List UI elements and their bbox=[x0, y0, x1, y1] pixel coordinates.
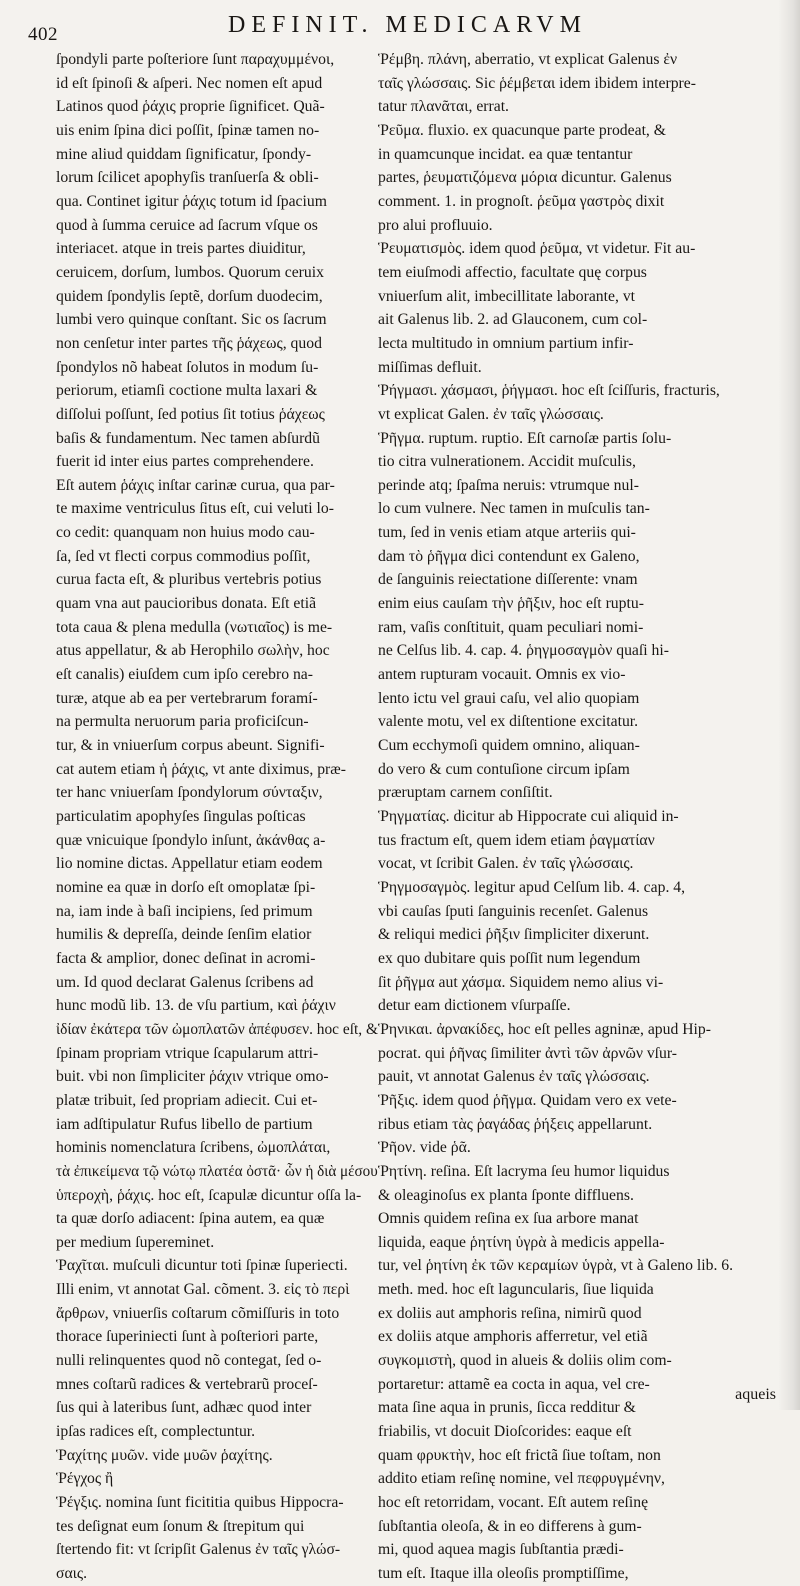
text-line: mata ſine aqua in prunis, ſicca redditur & bbox=[378, 1399, 636, 1417]
text-line: Ῥηγματίας. dicitur ab Hippocrate cui aliquid in- bbox=[378, 808, 679, 825]
text-line: ſa, ſed vt flecti corpus commodius poſſit, bbox=[56, 547, 311, 565]
text-line: thorace ſuperiniecti ſunt à poſteriori parte, bbox=[56, 1328, 319, 1346]
text-line: buit. vbi non ſimpliciter ῥάχιν vtrique omo- bbox=[56, 1068, 329, 1086]
text-line: tio citra vulnerationem. Accidit muſculis, bbox=[378, 453, 636, 471]
text-line: vt explicat Galen. ἐν ταῖς γλώσσαις. bbox=[378, 405, 604, 423]
text-line: tem eiuſmodi affectio, facultate quę corpus bbox=[378, 263, 647, 281]
text-line: te maxime ventriculus ſitus eſt, cui veluti lo- bbox=[56, 500, 334, 518]
text-line: cat autem etiam ἡ ῥάχις, vt ante diximus, præ- bbox=[56, 760, 346, 778]
text-line: diſſolui poſſunt, ſed potius ſit totius ῥάχεως bbox=[56, 405, 325, 423]
text-line: pocrat. qui ῥῆνας ſimiliter ἀντὶ τῶν ἀρνῶν vſur- bbox=[378, 1044, 678, 1062]
text-line: um. Id quod declarat Galenus ſcribens ad bbox=[56, 973, 314, 991]
text-line: ſus qui à lateribus ſunt, adhæc quod inter bbox=[56, 1399, 312, 1417]
text-line: lecta multitudo in omnium partium infir- bbox=[378, 334, 634, 352]
text-line: valente motu, vel ex diſtentione excitatur. bbox=[378, 713, 639, 731]
text-line: Ῥηνικαι. ἀρνακίδες, hoc eſt pelles agninæ, apud Hip- bbox=[378, 1020, 711, 1038]
catchword: aqueis bbox=[735, 1386, 776, 1403]
text-line: quæ vnicuique ſpondylo inſunt, ἀκάνθας a- bbox=[56, 831, 326, 849]
text-line: atus appellatur, & ab Herophilo σωλὴν, hoc bbox=[56, 642, 330, 660]
text-line: Eſt autem ῥάχις inſtar carinæ curua, qua par- bbox=[56, 476, 335, 494]
text-line: ribus etiam τὰς ῥαγάδας ῥήξεις appellarunt. bbox=[378, 1115, 653, 1133]
text-line: vniuerſum alit, imbecillitate laborante, vt bbox=[378, 287, 636, 305]
text-line: lorum ſcilicet apophyſis tranſuerſa & obli- bbox=[56, 169, 319, 187]
text-line: vocat, vt ſcribit Galen. ἐν ταῖς γλώσσαις. bbox=[378, 855, 634, 873]
text-line: lento ictu vel graui caſu, vel alio quopiam bbox=[378, 689, 640, 707]
text-line: miſſimas defluit. bbox=[378, 358, 482, 376]
text-line: Ῥέμβη. πλάνη, aberratio, vt explicat Galenus ἐν bbox=[378, 51, 678, 68]
text-line: tum, ſed in venis etiam atque arteriis qui- bbox=[378, 524, 636, 542]
text-line: portaretur: attamẽ ea cocta in aqua, vel cre- bbox=[378, 1375, 650, 1393]
text-line: tur, & in vniuerſum corpus abeunt. Signifi- bbox=[56, 737, 325, 755]
text-line: dam τὸ ῥῆγμα dici contendunt ex Galeno, bbox=[378, 547, 640, 565]
text-line: lo cum vulnere. Nec tamen in muſculis tan- bbox=[378, 500, 650, 518]
text-line: hoc eſt retorridam, vocant. Eſt autem reſinę bbox=[378, 1494, 649, 1512]
text-line: τὰ ἐπικείμενα τῷ νώτῳ πλατέα ὀστᾶ· ὧν ἡ διὰ μέσου bbox=[56, 1162, 378, 1180]
text-line: Ῥευματισμὸς. idem quod ῥεῦμα, vt videtur. Fit au- bbox=[378, 240, 696, 258]
text-line: ram, vaſis conſtituit, quam peculiari nomi- bbox=[378, 618, 644, 636]
text-line: σαις. bbox=[56, 1565, 88, 1582]
text-line: ſpinam propriam vtrique ſcapularum attri- bbox=[56, 1044, 319, 1062]
text-line: pauit, vt annotat Galenus ἐν ταῖς γλώσσαις. bbox=[378, 1068, 650, 1086]
text-line: antem rupturam vocauit. Omnis ex vio- bbox=[378, 666, 626, 684]
text-line: mi, quod aquea magis ſubſtantia prædi- bbox=[378, 1541, 624, 1559]
text-line: quod à ſumma ceruice ad ſacrum vſque os bbox=[56, 216, 318, 234]
text-line: quam vna aut paucioribus donata. Eſt etiã bbox=[56, 595, 317, 613]
text-line: pro alui profluuio. bbox=[378, 216, 493, 234]
text-line: co cedit: quanquam non huius modo cau- bbox=[56, 524, 315, 542]
right-column bbox=[378, 48, 783, 1586]
text-line: tes deſignat eum ſonum & ſtrepitum qui bbox=[56, 1517, 305, 1535]
text-line: na, iam inde à baſi incipiens, ſed primum bbox=[56, 902, 313, 920]
left-column bbox=[56, 48, 378, 1586]
text-line: nomine ea quæ in dorſo eſt omoplatæ ſpi- bbox=[56, 878, 316, 896]
text-line: in quamcunque incidat. ea quæ tentantur bbox=[378, 145, 633, 163]
text-line: do vero & cum contuſione circum ipſam bbox=[378, 760, 630, 778]
text-line: hunc modũ lib. 13. de vſu partium, καὶ ῥάχιν bbox=[56, 997, 336, 1015]
text-line: Ῥητίνη. reſina. Eſt lacryma ſeu humor liquidus bbox=[378, 1162, 670, 1180]
text-line: Ῥηγμοσαγμὸς. legitur apud Celſum lib. 4. cap. 4, bbox=[378, 878, 686, 896]
text-line: ex doliis aut amphoris reſina, nimirũ quod bbox=[378, 1304, 642, 1322]
text-line: id eſt ſpinoſi & aſperi. Nec nomen eſt apud bbox=[56, 74, 323, 92]
text-line: liquida, eaque ῥητίνη ὑγρὰ à medicis appella- bbox=[378, 1233, 665, 1251]
text-line: uis enim ſpina dici poſſit, ſpinæ tamen no- bbox=[56, 121, 320, 139]
text-line: συγκομιστὴ, quod in alueis & doliis olim com- bbox=[378, 1352, 672, 1370]
text-line: enim eius cauſam τὴν ῥῆξιν, hoc eſt ruptu- bbox=[378, 595, 644, 613]
text-line: addito etiam reſinę nomine, vel πεφρυγμένην, bbox=[378, 1470, 665, 1488]
text-line: ὑπεροχὴ, ῥάχις. hoc eſt, ſcapulæ dicuntur oſſa la- bbox=[56, 1186, 362, 1204]
text-line: ſtertendo fit: vt ſcripſit Galenus ἐν ταῖς γλώσ- bbox=[56, 1541, 341, 1559]
text-line: ipſas radices eſt, complectuntur. bbox=[56, 1423, 256, 1441]
text-line: fuerit id inter eius partes comprehendere. bbox=[56, 453, 314, 471]
text-line: ait Galenus lib. 2. ad Glauconem, cum col- bbox=[378, 311, 648, 329]
text-line: meth. med. hoc eſt laguncularis, ſiue liquida bbox=[378, 1281, 654, 1299]
text-line: Ῥαχῖται. muſculi dicuntur toti ſpinæ ſuperiecti. bbox=[56, 1257, 348, 1275]
text-line: mnes coſtarũ radices & vertebrarũ proceſ- bbox=[56, 1375, 318, 1393]
text-line: na permulta neruorum paria proficiſcun- bbox=[56, 713, 309, 731]
text-line: Ῥέγχος ἢ bbox=[56, 1470, 114, 1488]
text-line: partes, ῥευματιζόμενα μόρια dicuntur. Galenus bbox=[378, 169, 672, 187]
text-line: Omnis quidem reſina ex ſua arbore manat bbox=[378, 1210, 639, 1228]
text-line: tum eſt. Itaque illa oleoſis promptiſſime, bbox=[378, 1565, 629, 1582]
text-line: ex doliis atque amphoris afferretur, vel etiã bbox=[378, 1328, 648, 1346]
text-line: Ῥῆον. vide ῥᾶ. bbox=[378, 1139, 471, 1157]
text-line: ter hanc vniuerſam ſpondylorum σύνταξιν, bbox=[56, 784, 323, 802]
text-line: nulli relinquentes quod nõ contegat, ſed o- bbox=[56, 1352, 322, 1370]
text-line: facta & amplior, donec deſinat in acromi- bbox=[56, 949, 316, 967]
text-line: humilis & depreſſa, deinde ſenſim elatior bbox=[56, 926, 312, 944]
text-line: lumbi vero quinque conſtant. Sic os ſacrum bbox=[56, 311, 327, 329]
text-line: ta quæ dorſo adiacent: ſpina autem, ea quæ bbox=[56, 1210, 325, 1228]
text-line: ceruicem, dorſum, lumbos. Quorum ceruix bbox=[56, 263, 324, 281]
text-line: tatur πλανᾶται, errat. bbox=[378, 98, 509, 116]
text-line: ex quo dubitare quis poſſit num legendum bbox=[378, 949, 641, 967]
text-line: ſit ῥῆγμα aut χάσμα. Siquidem nemo alius vi- bbox=[378, 973, 664, 991]
text-line: Ῥαχίτης μυῶν. vide μυῶν ῥαχίτης. bbox=[56, 1446, 273, 1464]
text-line: per medium ſupereminet. bbox=[56, 1233, 215, 1251]
text-line: ſpondyli parte poſteriore ſunt παραχυμμένοι, bbox=[56, 51, 335, 68]
text-line: vbi cauſas ſputi ſanguinis recenſet. Galenus bbox=[378, 902, 649, 920]
text-line: ne Celſus lib. 4. cap. 4. ῥηγμοσαγμὸν quaſi hi- bbox=[378, 642, 669, 660]
text-line: Latinos quod ῥάχις proprie ſignificet. Quã- bbox=[56, 98, 325, 116]
text-line: tota caua & plena medulla (νωτιαῖος) is me- bbox=[56, 618, 333, 636]
text-line: hominis nomenclatura ſcribens, ὠμοπλάται, bbox=[56, 1139, 331, 1157]
text-line: baſis & fundamentum. Nec tamen abſurdũ bbox=[56, 429, 320, 447]
text-line: perinde atq; ſpaſma neruis: vtrumque nul- bbox=[378, 476, 639, 494]
text-line: turæ, atque ab ea per vertebrarum foramí- bbox=[56, 689, 318, 707]
text-line: Ῥεῦμα. fluxio. ex quacunque parte prodeat, & bbox=[378, 121, 666, 139]
text-line: de ſanguinis reiectatione diſſerente: vnam bbox=[378, 571, 638, 589]
text-line: ταῖς γλώσσαις. Sic ῥέμβεται idem ibidem interpre- bbox=[378, 74, 696, 92]
text-line: tur, vel ῥητίνη ἐκ τῶν κεραμίων ὑγρὰ, vt à Galeno lib. 6. bbox=[378, 1257, 734, 1275]
text-line: iam adſtipulatur Rufus libello de partium bbox=[56, 1115, 313, 1133]
text-line: ἰδίαν ἐκάτερα τῶν ὠμοπλατῶν ἀπέφυσεν. hoc eſt, & bbox=[56, 1020, 378, 1038]
text-line: Cum ecchymoſi quidem omnino, aliquan- bbox=[378, 737, 640, 755]
text-line: ſpondylos nõ habeat ſolutos in modum ſu- bbox=[56, 358, 319, 376]
text-line: mine aliud quiddam ſignificatur, ſpondy- bbox=[56, 145, 312, 163]
text-line: quam φρυκτὴν, hoc eſt frictã ſiue toſtam, non bbox=[378, 1446, 661, 1464]
text-line: Ῥήγμασι. χάσμασι, ῥήγμασι. hoc eſt ſciſſuris, fracturis, bbox=[378, 382, 720, 400]
text-line: & oleaginoſus ex planta ſponte diffluens. bbox=[378, 1186, 634, 1204]
running-head: DEFINIT. MEDICARVM bbox=[228, 12, 587, 38]
text-line: Ῥῆγμα. ruptum. ruptio. Eſt carnoſæ partis ſolu- bbox=[378, 429, 672, 447]
text-line: ἄρθρων, vniuerſis coſtarum cõmiſſuris in toto bbox=[56, 1304, 340, 1322]
text-line: detur eam dictionem vſurpaſſe. bbox=[378, 997, 571, 1015]
text-line: & reliqui medici ῥῆξιν ſimpliciter dixerunt. bbox=[378, 926, 650, 944]
text-line: quidem ſpondylis ſeptẽ, dorſum duodecim, bbox=[56, 287, 323, 305]
text-line: comment. 1. in prognoſt. ῥεῦμα γαστρὸς dixit bbox=[378, 192, 665, 210]
text-line: interiacet. atque in treis partes diuiditur, bbox=[56, 240, 306, 258]
text-line: lio nomine dictas. Appellatur etiam eodem bbox=[56, 855, 323, 873]
text-line: præruptam carnem conſiſtit. bbox=[378, 784, 553, 802]
text-line: periorum, etiamſi coctione multa laxari & bbox=[56, 382, 318, 400]
text-line: curua facta eſt, & pluribus vertebris potius bbox=[56, 571, 322, 589]
text-line: platæ tribuit, ſed propriam adiecit. Cui et- bbox=[56, 1091, 318, 1109]
page-number: 402 bbox=[28, 24, 58, 45]
text-line: tus fractum eſt, quem idem etiam ῥαγματίαν bbox=[378, 831, 655, 849]
text-line: non cenſetur inter partes τῆς ῥάχεως, quod bbox=[56, 334, 322, 352]
text-line: friabilis, vt docuit Dioſcorides: eaque eſt bbox=[378, 1423, 632, 1441]
text-line: Ῥέγξις. nomina ſunt ficititia quibus Hippocra- bbox=[56, 1494, 344, 1512]
text-line: ſubſtantia oleoſa, & in eo differens à gum- bbox=[378, 1517, 642, 1535]
text-line: Ῥῆξις. idem quod ῥῆγμα. Quidam vero ex vete- bbox=[378, 1091, 677, 1109]
text-line: qua. Continet igitur ῥάχις totum id ſpacium bbox=[56, 192, 327, 210]
text-line: particulatim apophyſes ſingulas poſticas bbox=[56, 808, 306, 825]
text-line: eſt canalis) eiuſdem cum ipſo cerebro na- bbox=[56, 666, 313, 684]
text-line: Illi enim, vt annotat Gal. cõment. 3. εἰς τὸ περὶ bbox=[56, 1281, 350, 1299]
